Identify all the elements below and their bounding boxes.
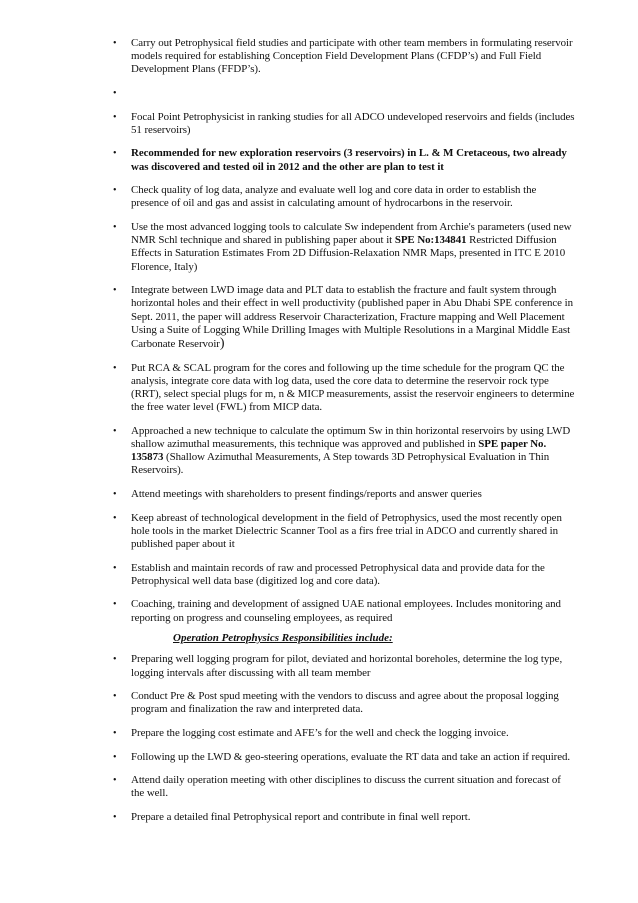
bullet-icon: • (113, 425, 117, 437)
item-text: Focal Point Petrophysicist in ranking studies for all ADCO undeveloped reservoirs and fields (includes 51 reservoirs) (131, 110, 575, 136)
item-text: Attend daily operation meeting with other disciplines to discuss the current situation and forecast of the well. (131, 774, 561, 800)
list-item (113, 362, 575, 415)
section-heading: Operation Petrophysics Responsibilities include: (173, 632, 393, 645)
bullet-icon: • (113, 148, 117, 160)
bullet-icon: • (113, 362, 117, 374)
list-item-empty (113, 87, 575, 100)
item-text: Approached a new technique to calculate the optimum Sw in thin horizontal reservoirs by using LWD shallow azimuthal measurements, this technique was approved and published in (131, 424, 571, 450)
list-item (113, 562, 575, 588)
bullet-icon: • (113, 488, 117, 500)
spe-paper-number: SPE No:134841 (394, 234, 467, 247)
list-item (113, 221, 575, 274)
item-text: Check quality of log data, analyze and evaluate well log and core data in order to establish the presence of oil and gas and assist in calculating amount of hydrocarbons in the reservoir. (131, 184, 537, 210)
list-item (113, 653, 575, 679)
bullet-icon: • (113, 691, 117, 703)
item-text: Attend meetings with shareholders to present findings/reports and answer queries (131, 487, 482, 500)
list-item (113, 690, 575, 716)
bullet-icon: • (113, 88, 117, 99)
list-item (113, 184, 575, 210)
item-text-bold: Recommended for new exploration reservoirs (3 reservoirs) in L. & M Cretaceous, two already was discovered and tested oil in 2012 and the other are plan to test it (131, 147, 567, 173)
item-text: Following up the LWD & geo-steering operations, evaluate the RT data and take an action if required. (131, 750, 571, 763)
bullet-icon: • (113, 727, 117, 739)
bullet-icon: • (113, 221, 117, 233)
item-text: Preparing well logging program for pilot, deviated and horizontal boreholes, determine the log type, logging intervals after discussing with all team member (131, 653, 563, 679)
list-item (113, 512, 575, 552)
list-item (113, 774, 575, 800)
bullet-icon: • (113, 285, 117, 297)
list-item (113, 284, 575, 351)
list-item (113, 111, 575, 137)
item-text: Carry out Petrophysical field studies and participate with other team members in formulating reservoir models required for establishing Conception Field Development Plans (CFDP’s) and Full Field Development Plans (FFDP’s). (131, 37, 573, 76)
spe-paper-number: SPE paper No. 135873 (131, 437, 547, 464)
bullet-icon: • (113, 562, 117, 574)
bullet-icon: • (113, 111, 117, 123)
list-item (113, 488, 575, 501)
item-text: Restricted Diffusion Effects in Saturation Estimates From 2D Diffusion-Relaxation NMR Maps, presented in ITC E 2010 Florence, Italy) (131, 234, 566, 273)
list-item (113, 147, 575, 173)
list-item (113, 37, 575, 77)
bullet-icon: • (113, 751, 117, 763)
item-text: Put RCA & SCAL program for the cores and following up the time schedule for the program QC the analysis, integrate core data with log data, used the core data to determine the reservoir rock type (RRT), select special plugs for m, n & MICP measurements, assist the reservoir engineers to determine the free water level (FWL) from MICP data. (131, 361, 575, 414)
closing-paren: ) (219, 335, 225, 351)
bullet-icon: • (113, 599, 117, 611)
item-text: Coaching, training and development of assigned UAE national employees. Includes monitoring and reporting on progress and counseling employees, as required (131, 598, 561, 624)
list-item (113, 425, 575, 478)
bullet-icon: • (113, 811, 117, 823)
list-item (113, 751, 575, 764)
item-text: Establish and maintain records of raw and processed Petrophysical data and provide data for the Petrophysical well data base (digitized log and core data). (131, 561, 545, 587)
item-text: Use the most advanced logging tools to calculate Sw independent from Archie's parameters (used new NMR Schl technique and shared in publishing paper about it (131, 220, 572, 247)
list-item (113, 598, 575, 624)
bullet-icon: • (113, 512, 117, 524)
responsibilities-list (113, 37, 575, 835)
list-item (113, 811, 575, 824)
item-text: (Shallow Azimuthal Measurements, A Step towards 3D Petrophysical Evaluation in Thin Reservoirs). (131, 451, 550, 477)
item-text: Prepare a detailed final Petrophysical report and contribute in final well report. (131, 810, 471, 823)
item-text: Integrate between LWD image data and PLT data to establish the fracture and fault system through horizontal holes and their effect in well productivity (published paper in Abu Dhabi SPE conference in Sept. 2011, the paper will address Reservoir Characterization, Fracture mapping and Well Placement Using a Suite of Logging While Drilling Images with Multiple Resolutions in a Marginal Middle East Carbonate Reservoir (131, 284, 574, 350)
bullet-icon: • (113, 38, 117, 49)
bullet-icon: • (113, 185, 117, 197)
item-text: Conduct Pre & Post spud meeting with the vendors to discuss and agree about the proposal logging program and finalization the raw and interpreted data. (131, 690, 559, 716)
item-text: Prepare the logging cost estimate and AFE’s for the well and check the logging invoice. (131, 726, 509, 739)
item-text: Keep abreast of technological development in the field of Petrophysics, used the most recently open hole tools in the market Dielectric Scanner Tool as a firs free trial in ADCO and currently shared in published paper about it (131, 511, 562, 550)
bullet-icon: • (113, 654, 117, 666)
list-item (113, 727, 575, 740)
bullet-icon: • (113, 775, 117, 787)
